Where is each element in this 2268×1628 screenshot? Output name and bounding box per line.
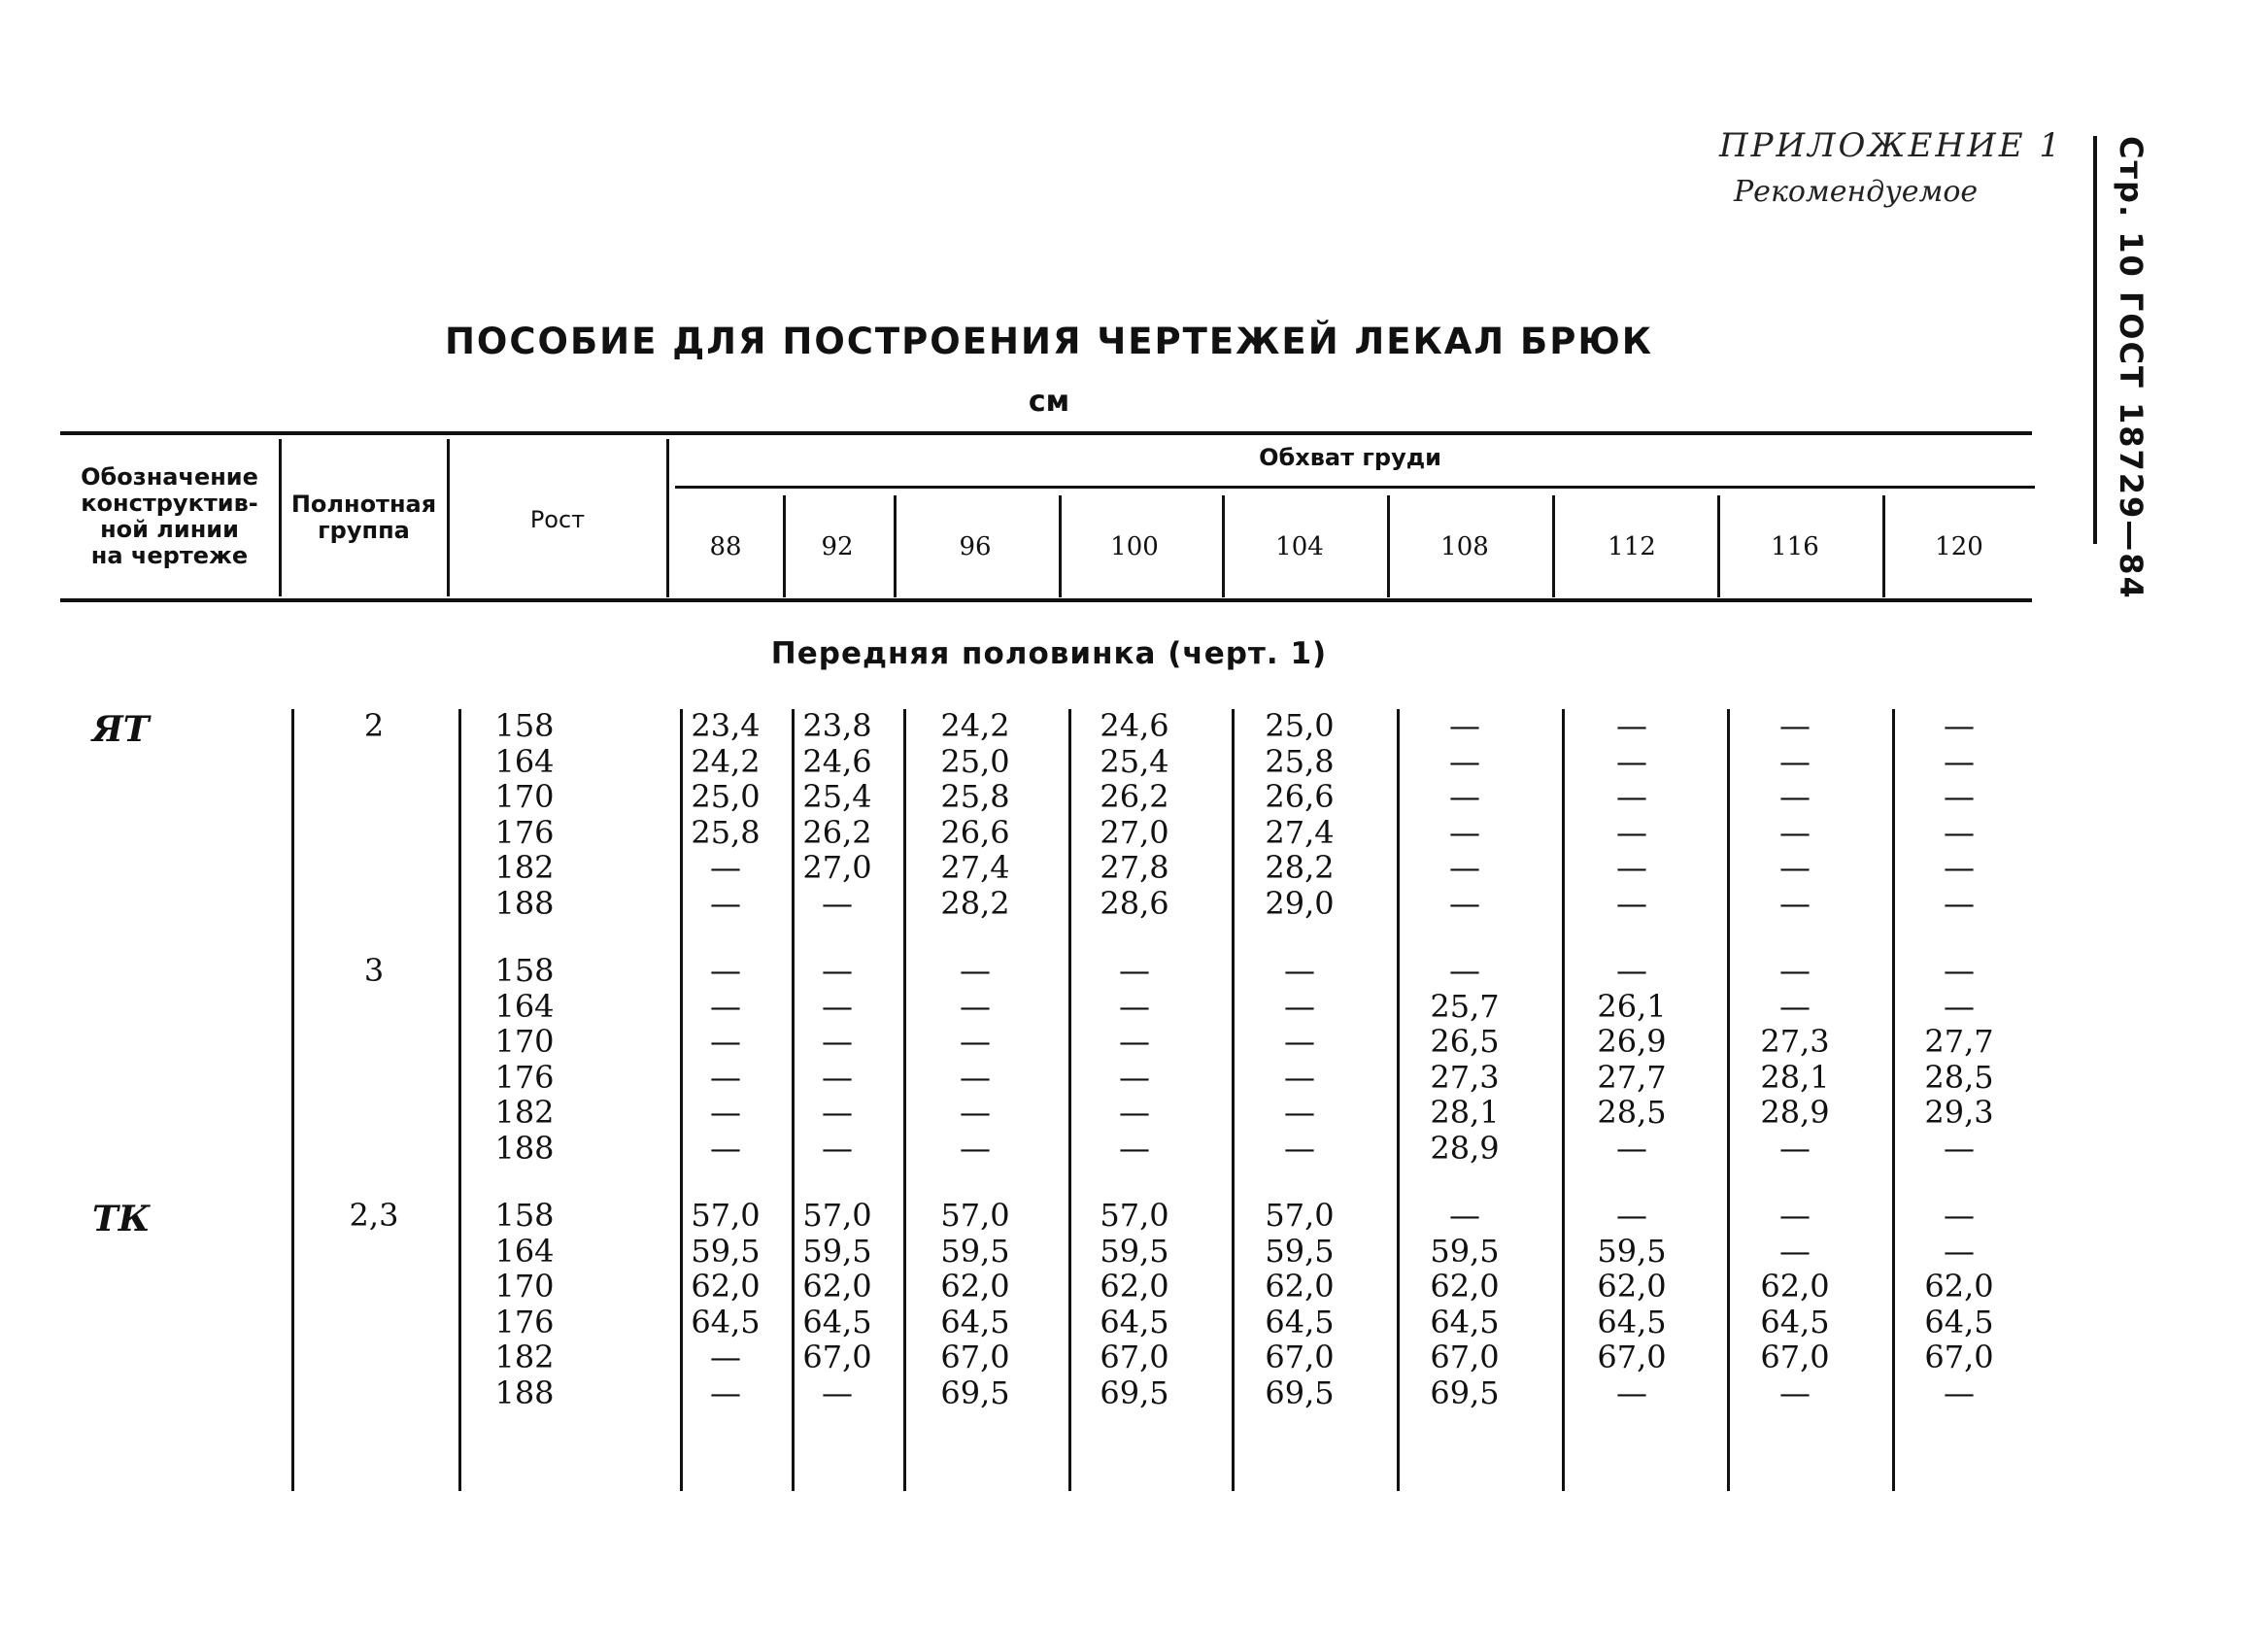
table-cell: — <box>822 1094 853 1131</box>
table-cell: 64,5 <box>1760 1303 1830 1340</box>
table-cell: 25,4 <box>1100 742 1169 780</box>
height-value: 176 <box>494 1058 555 1096</box>
table-cell: — <box>1616 1374 1647 1411</box>
table-cell: — <box>822 952 853 989</box>
table-cell: — <box>710 884 741 922</box>
table-cell: 59,5 <box>1597 1232 1667 1270</box>
table-cell: — <box>1449 952 1480 989</box>
table-cell: — <box>822 884 853 922</box>
appendix-subtitle: Рекомендуемое <box>1734 175 1979 209</box>
table-cell: — <box>1119 1023 1150 1060</box>
table-cell: — <box>1779 884 1811 922</box>
height-value: 158 <box>494 707 555 744</box>
table-cell: — <box>710 849 741 886</box>
table-cell: 62,0 <box>1430 1268 1500 1305</box>
table-cell: 29,3 <box>1924 1094 1994 1131</box>
table-cell: 24,6 <box>1100 707 1169 744</box>
table-cell: 67,0 <box>1597 1339 1667 1375</box>
body-col-divider <box>458 709 461 1491</box>
table-top-rule <box>60 431 2032 435</box>
table-cell: 24,2 <box>691 742 761 780</box>
table-cell: — <box>1616 849 1647 886</box>
table-cell: 28,9 <box>1760 1094 1830 1131</box>
table-cell: 27,0 <box>802 849 872 886</box>
table-cell: 26,2 <box>802 813 872 851</box>
height-value: 158 <box>494 1197 555 1234</box>
table-cell: — <box>1944 884 1975 922</box>
table-cell: — <box>1779 707 1811 744</box>
table-cell: 28,1 <box>1430 1094 1500 1131</box>
fullness-header-line: Полнотная <box>290 491 437 518</box>
table-cell: 59,5 <box>691 1232 761 1270</box>
table-cell: — <box>960 1129 991 1167</box>
table-cell: — <box>1119 952 1150 989</box>
table-cell: 59,5 <box>940 1232 1010 1270</box>
height-value: 176 <box>494 813 555 851</box>
table-cell: — <box>710 1094 741 1131</box>
table-cell: — <box>1944 849 1975 886</box>
table-cell: 64,5 <box>802 1303 872 1340</box>
header-col-divider <box>1882 495 1885 597</box>
chest-size-header: 104 <box>1275 532 1324 561</box>
table-cell: — <box>960 1023 991 1060</box>
table-cell: 62,0 <box>1100 1268 1169 1305</box>
unit-label: см <box>1028 385 1070 419</box>
table-cell: 67,0 <box>1430 1339 1500 1375</box>
table-cell: — <box>1944 1129 1975 1167</box>
construction-line-label: ТК <box>92 1199 151 1239</box>
table-cell: 25,4 <box>802 778 872 815</box>
table-cell: 67,0 <box>1760 1339 1830 1375</box>
body-col-divider <box>1562 709 1565 1491</box>
table-cell: — <box>1616 707 1647 744</box>
table-cell: 64,5 <box>1100 1303 1169 1340</box>
body-col-divider <box>1232 709 1235 1491</box>
table-cell: 64,5 <box>1924 1303 1994 1340</box>
table-cell: 67,0 <box>1265 1339 1335 1375</box>
table-cell: 27,4 <box>940 849 1010 886</box>
height-value: 182 <box>494 849 555 886</box>
table-cell: 25,8 <box>940 778 1010 815</box>
table-cell: — <box>960 952 991 989</box>
table-cell: — <box>1449 884 1480 922</box>
height-value: 164 <box>494 1232 555 1270</box>
header-col-divider <box>1387 495 1390 597</box>
table-cell: 25,0 <box>1265 707 1335 744</box>
table-cell: — <box>1944 1232 1975 1270</box>
fullness-group: 2 <box>363 707 385 744</box>
side-label-strip <box>2093 136 2151 600</box>
designation-header-line: на чертеже <box>90 542 249 569</box>
table-cell: 25,8 <box>1265 742 1335 780</box>
table-cell: — <box>1944 742 1975 780</box>
table-cell: 67,0 <box>940 1339 1010 1375</box>
table-cell: — <box>1449 707 1480 744</box>
body-col-divider <box>1892 709 1895 1491</box>
table-cell: 27,0 <box>1100 813 1169 851</box>
table-cell: — <box>1616 1129 1647 1167</box>
table-cell: — <box>1284 987 1315 1025</box>
section-title: Передняя половинка (черт. 1) <box>770 636 1328 671</box>
table-cell: — <box>1449 742 1480 780</box>
height-value: 182 <box>494 1339 555 1375</box>
table-cell: — <box>960 1094 991 1131</box>
header-col-divider <box>1059 495 1062 597</box>
chest-size-header: 92 <box>821 532 854 561</box>
height-value: 170 <box>494 778 555 815</box>
table-cell: — <box>710 1374 741 1411</box>
designation-header-line: ной линии <box>100 516 239 543</box>
table-cell: — <box>1119 1129 1150 1167</box>
header-col-divider <box>666 439 669 596</box>
table-cell: 26,2 <box>1100 778 1169 815</box>
height-value: 170 <box>494 1268 555 1305</box>
table-cell: — <box>960 1058 991 1096</box>
table-cell: — <box>1284 1129 1315 1167</box>
appendix-title: ПРИЛОЖЕНИЕ 1 <box>1719 126 2064 165</box>
body-col-divider <box>291 709 294 1491</box>
table-cell: — <box>1449 849 1480 886</box>
table-cell: 25,0 <box>691 778 761 815</box>
table-cell: — <box>1779 813 1811 851</box>
table-cell: — <box>822 1058 853 1096</box>
table-cell: — <box>1616 884 1647 922</box>
height-value: 164 <box>494 742 555 780</box>
construction-line-label: ЯТ <box>92 709 150 750</box>
table-cell: 26,6 <box>1265 778 1335 815</box>
table-cell: 62,0 <box>1597 1268 1667 1305</box>
chest-size-header: 116 <box>1771 532 1819 561</box>
table-cell: 62,0 <box>1760 1268 1830 1305</box>
table-cell: 69,5 <box>1100 1374 1169 1411</box>
height-value: 176 <box>494 1303 555 1340</box>
table-cell: 69,5 <box>940 1374 1010 1411</box>
table-cell: 25,7 <box>1430 987 1500 1025</box>
table-cell: — <box>710 1023 741 1060</box>
height-value: 188 <box>494 1374 555 1411</box>
table-cell: 64,5 <box>691 1303 761 1340</box>
height-value: 164 <box>494 987 555 1025</box>
table-cell: 27,3 <box>1760 1023 1830 1060</box>
table-cell: — <box>1944 1374 1975 1411</box>
table-cell: 57,0 <box>940 1197 1010 1234</box>
table-cell: 23,8 <box>802 707 872 744</box>
table-cell: — <box>1616 952 1647 989</box>
table-cell: — <box>1944 952 1975 989</box>
table-cell: 59,5 <box>1430 1232 1500 1270</box>
table-cell: 28,2 <box>1265 849 1335 886</box>
body-col-divider <box>1727 709 1730 1491</box>
height-value: 188 <box>494 1129 555 1167</box>
table-cell: — <box>1944 987 1975 1025</box>
table-cell: 62,0 <box>1924 1268 1994 1305</box>
table-cell: — <box>1616 813 1647 851</box>
table-cell: 29,0 <box>1265 884 1335 922</box>
table-cell: — <box>1616 1197 1647 1234</box>
chest-size-header: 120 <box>1935 532 1983 561</box>
fullness-header-line: группа <box>318 517 410 544</box>
table-cell: 24,6 <box>802 742 872 780</box>
table-cell: — <box>1449 778 1480 815</box>
table-cell: 28,9 <box>1430 1129 1500 1167</box>
table-cell: 59,5 <box>802 1232 872 1270</box>
chest-size-header: 100 <box>1110 532 1159 561</box>
table-cell: 62,0 <box>691 1268 761 1305</box>
height-value: 188 <box>494 884 555 922</box>
table-cell: — <box>960 987 991 1025</box>
table-cell: 26,9 <box>1597 1023 1667 1060</box>
table-cell: — <box>710 952 741 989</box>
table-cell: — <box>1779 952 1811 989</box>
header-col-divider <box>1222 495 1225 597</box>
table-cell: — <box>1944 1197 1975 1234</box>
table-cell: 27,7 <box>1924 1023 1994 1060</box>
header-col-divider <box>279 439 282 596</box>
table-cell: — <box>822 1374 853 1411</box>
chest-header-rule <box>675 486 2035 489</box>
table-cell: 26,6 <box>940 813 1010 851</box>
table-cell: — <box>1284 1023 1315 1060</box>
table-cell: — <box>822 987 853 1025</box>
side-label: Стр. 10 ГОСТ 18729—84 <box>2113 136 2150 600</box>
table-cell: — <box>1284 952 1315 989</box>
body-col-divider <box>1068 709 1071 1491</box>
table-cell: 59,5 <box>1265 1232 1335 1270</box>
table-cell: 23,4 <box>691 707 761 744</box>
table-cell: 24,2 <box>940 707 1010 744</box>
page-title: ПОСОБИЕ ДЛЯ ПОСТРОЕНИЯ ЧЕРТЕЖЕЙ ЛЕКАЛ БРЮК <box>444 321 1654 362</box>
table-cell: 26,5 <box>1430 1023 1500 1060</box>
table-cell: 28,1 <box>1760 1058 1830 1096</box>
table-cell: 26,1 <box>1597 987 1667 1025</box>
table-cell: 67,0 <box>802 1339 872 1375</box>
table-cell: — <box>1284 1058 1315 1096</box>
table-cell: 27,4 <box>1265 813 1335 851</box>
table-cell: — <box>1944 813 1975 851</box>
fullness-group: 2,3 <box>349 1197 399 1234</box>
table-cell: — <box>1779 1232 1811 1270</box>
table-cell: 62,0 <box>940 1268 1010 1305</box>
body-col-divider <box>903 709 906 1491</box>
chest-size-header: 88 <box>709 532 742 561</box>
height-value: 182 <box>494 1094 555 1131</box>
table-cell: — <box>1779 778 1811 815</box>
chest-header: Обхват груди <box>1259 444 1441 471</box>
table-cell: — <box>1616 778 1647 815</box>
table-cell: — <box>1779 1197 1811 1234</box>
height-header: Рост <box>529 506 586 533</box>
header-col-divider <box>1717 495 1720 597</box>
table-cell: — <box>1779 742 1811 780</box>
table-cell: 67,0 <box>1924 1339 1994 1375</box>
table-cell: — <box>1449 1197 1480 1234</box>
table-cell: — <box>822 1129 853 1167</box>
fullness-group: 3 <box>363 952 385 989</box>
table-cell: — <box>710 1058 741 1096</box>
table-cell: 57,0 <box>1100 1197 1169 1234</box>
header-bottom-rule <box>60 598 2032 602</box>
table-cell: — <box>1449 813 1480 851</box>
table-cell: — <box>710 987 741 1025</box>
table-cell: — <box>1944 707 1975 744</box>
table-cell: 25,8 <box>691 813 761 851</box>
table-cell: — <box>1119 1094 1150 1131</box>
table-cell: 62,0 <box>802 1268 872 1305</box>
table-cell: 67,0 <box>1100 1339 1169 1375</box>
table-cell: — <box>1779 1129 1811 1167</box>
table-cell: 28,5 <box>1597 1094 1667 1131</box>
table-cell: — <box>1119 987 1150 1025</box>
table-cell: 25,0 <box>940 742 1010 780</box>
table-cell: 59,5 <box>1100 1232 1169 1270</box>
table-cell: 57,0 <box>691 1197 761 1234</box>
chest-size-header: 112 <box>1608 532 1656 561</box>
table-cell: — <box>710 1339 741 1375</box>
table-cell: 62,0 <box>1265 1268 1335 1305</box>
table-cell: 27,3 <box>1430 1058 1500 1096</box>
table-cell: 64,5 <box>1430 1303 1500 1340</box>
table-cell: — <box>1119 1058 1150 1096</box>
table-cell: 27,8 <box>1100 849 1169 886</box>
table-cell: — <box>822 1023 853 1060</box>
designation-header-line: конструктив- <box>81 490 258 517</box>
table-cell: 28,5 <box>1924 1058 1994 1096</box>
table-cell: 69,5 <box>1430 1374 1500 1411</box>
table-cell: 64,5 <box>1265 1303 1335 1340</box>
designation-header-line: Обозначение <box>81 463 258 491</box>
table-cell: — <box>1779 849 1811 886</box>
body-col-divider <box>1397 709 1400 1491</box>
table-cell: 27,7 <box>1597 1058 1667 1096</box>
table-cell: 69,5 <box>1265 1374 1335 1411</box>
table-cell: — <box>1944 778 1975 815</box>
table-cell: — <box>1779 1374 1811 1411</box>
table-cell: 28,6 <box>1100 884 1169 922</box>
chest-size-header: 108 <box>1440 532 1489 561</box>
table-cell: 64,5 <box>940 1303 1010 1340</box>
header-col-divider <box>1552 495 1555 597</box>
height-value: 158 <box>494 952 555 989</box>
table-cell: — <box>1779 987 1811 1025</box>
table-cell: — <box>1616 742 1647 780</box>
table-cell: 57,0 <box>1265 1197 1335 1234</box>
table-cell: 64,5 <box>1597 1303 1667 1340</box>
table-cell: — <box>710 1129 741 1167</box>
height-value: 170 <box>494 1023 555 1060</box>
table-cell: 57,0 <box>802 1197 872 1234</box>
table-cell: — <box>1284 1094 1315 1131</box>
chest-size-header: 96 <box>959 532 992 561</box>
table-cell: 28,2 <box>940 884 1010 922</box>
